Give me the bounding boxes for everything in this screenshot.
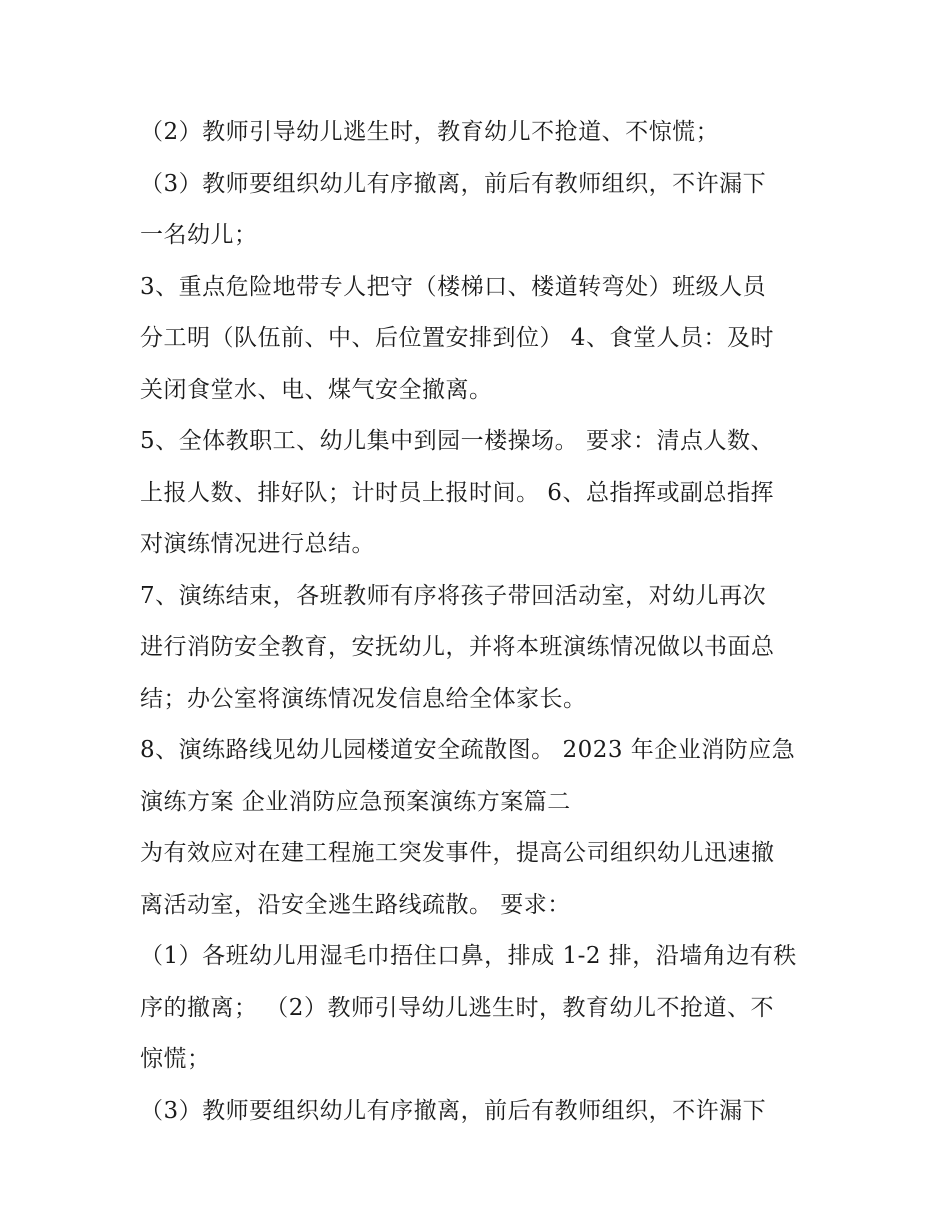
text-line: （3）教师要组织幼儿有序撤离，前后有教师组织，不许漏下 <box>140 1097 767 1124</box>
text-line: 7、演练结束，各班教师有序将孩子带回活动室，对幼儿再次 <box>140 582 767 609</box>
text-line: （2）教师引导幼儿逃生时，教育幼儿不抢道、不惊慌； <box>140 119 720 145</box>
document-body <box>140 107 820 1137</box>
text-line: 分工明（队伍前、中、后位置安排到位） 4、食堂人员：及时 <box>140 325 774 351</box>
text-line: 惊慌； <box>140 1046 211 1072</box>
text-line: 离活动室，沿安全逃生路线疏散。 要求： <box>140 891 571 918</box>
text-line: 上报人数、排好队；计时员上报时间。 6、总指挥或副总指挥 <box>140 479 774 506</box>
text-line: （3）教师要组织幼儿有序撤离，前后有教师组织，不许漏下 <box>140 170 767 197</box>
text-line: 关闭食堂水、电、煤气安全撤离。 <box>140 376 493 403</box>
text-line: 进行消防安全教育，安抚幼儿，并将本班演练情况做以书面总 <box>140 634 775 660</box>
text-line: 8、演练路线见幼儿园楼道安全疏散图。 2023 年企业消防应急 <box>140 737 796 763</box>
text-line: 5、全体教职工、幼儿集中到园一楼操场。 要求：清点人数、 <box>140 428 774 454</box>
text-line: 序的撤离； （2）教师引导幼儿逃生时，教育幼儿不抢道、不 <box>140 994 774 1021</box>
text-line: 演练方案 企业消防应急预案演练方案篇二 <box>140 788 571 815</box>
text-line: 为有效应对在建工程施工突发事件，提高公司组织幼儿迅速撤 <box>140 840 775 866</box>
text-line: 3、重点危险地带专人把守（楼梯口、楼道转弯处）班级人员 <box>140 273 767 300</box>
text-line: （1）各班幼儿用湿毛巾捂住口鼻，排成 1-2 排，沿墙角边有秩 <box>140 943 797 969</box>
text-line: 对演练情况进行总结。 <box>140 531 375 557</box>
text-line: 结；办公室将演练情况发信息给全体家长。 <box>140 685 587 712</box>
text-line: 一名幼儿； <box>140 222 258 248</box>
